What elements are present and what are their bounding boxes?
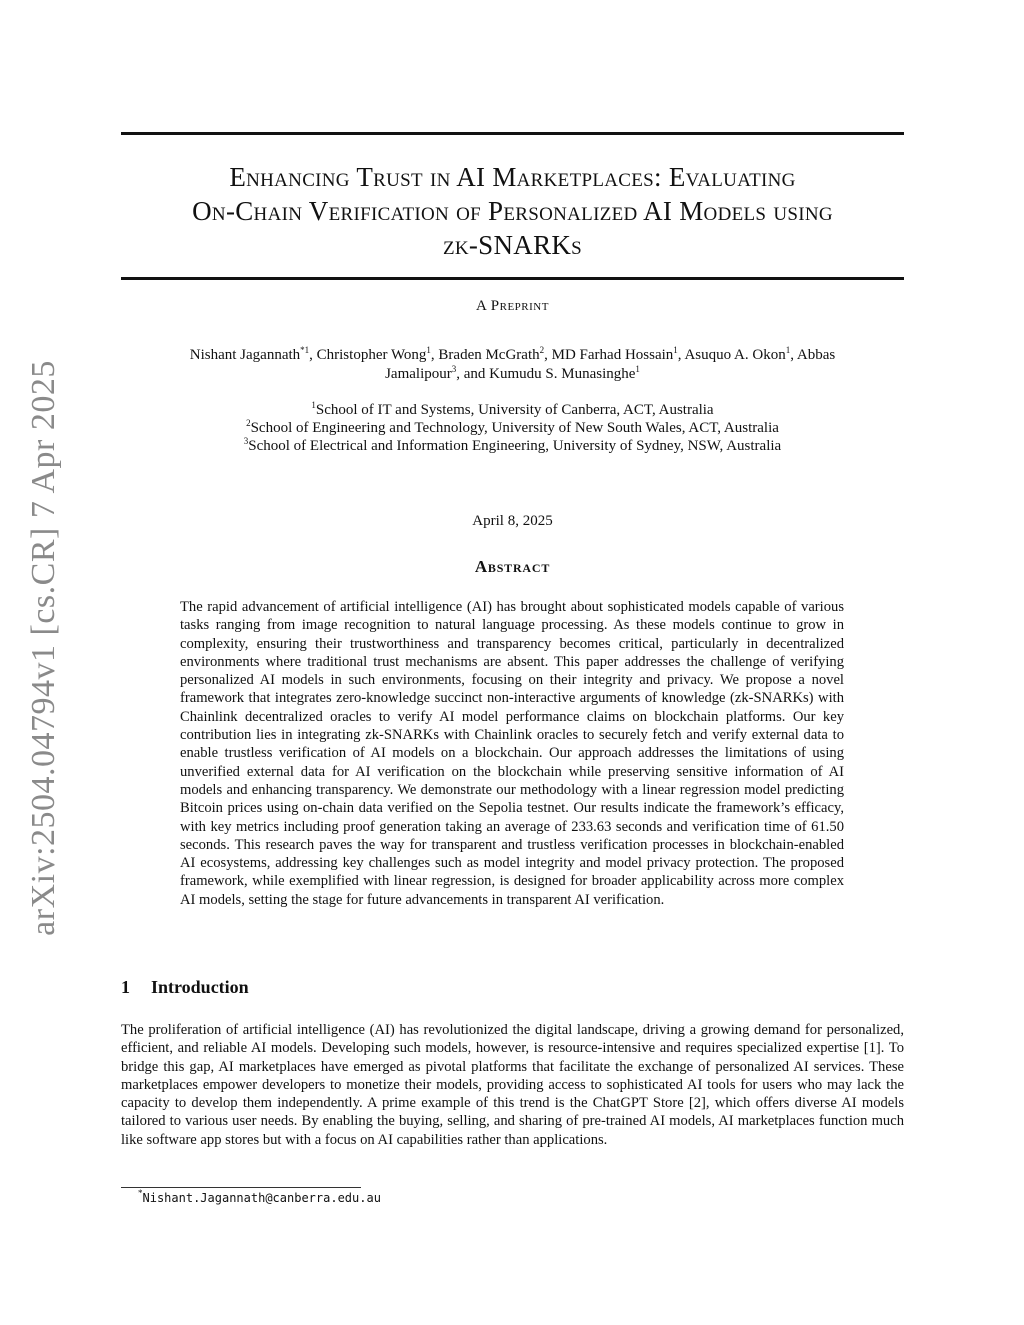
footnote [138,1188,381,1205]
abstract-heading: Abstract [474,557,551,576]
author-separator: , [677,347,685,363]
publication-date: April 8, 2025 [472,513,553,529]
footnote-rule [121,1187,361,1188]
author-line-1 [121,346,904,365]
author-name: Asuquo A. Okon [684,347,786,363]
author-affiliation-mark: 1 [785,345,791,355]
author-name: Kumudu S. Munasinghe [489,366,636,382]
author-affiliation-mark: 2 [539,345,545,355]
affiliation-text: School of Engineering and Technology, University of New South Wales, ACT, Australia [250,420,779,436]
introduction-paragraph: The proliferation of artificial intelligence (AI) has revolutionized the digital landscape, driving a growing demand for personalized, efficient, and reliable AI models. Developing such models, however, is resource-intensive and requires specialized expertise [1]. To bridge this gap, AI marketplaces have emerged as pivotal platforms that facilitate the exchange of personalized AI services. These marketplaces empower developers to monetize their models, providing access to sophisticated AI tools for users who may lack the capacity to develop them independently. A prime example of this trend is the ChatGPT Store [2], which offers diverse AI models tailored to various user needs. By enabling the buying, selling, and sharing of pre-trained AI models, AI marketplaces function much like software app stores but with a focus on AI capabilities rather than applications. [121,1022,904,1148]
section-title: Introduction [151,977,249,997]
author-separator: , Abbas [790,347,836,363]
preprint-label: A Preprint [476,298,549,314]
author-name: Nishant Jagannath [189,347,301,363]
title-line-3: zk-SNARKs [442,230,583,260]
title-top-rule [121,132,904,135]
author-separator: , and [456,366,490,382]
author-separator: , [430,347,439,363]
affiliation-list [121,401,904,455]
section-number: 1 [121,977,130,997]
author-affiliation-mark: 1 [426,345,431,355]
author-name: Christopher Wong [316,347,427,363]
affiliation-number: 1 [311,400,316,410]
author-line-2 [121,365,904,384]
author-affiliation-mark: 3 [451,364,457,374]
affiliation-text: School of IT and Systems, University of Canberra, ACT, Australia [315,402,714,418]
author-name: MD Farhad Hossain [551,347,674,363]
arxiv-identifier-stamp: arXiv:2504.04794v1 [cs.CR] 7 Apr 2025 [25,360,62,936]
affiliation-item [121,419,904,437]
author-name: Jamalipour [385,366,452,382]
author-name: Braden McGrath [438,347,540,363]
footnote-mark: * [138,1188,143,1198]
author-affiliation-mark: *1 [300,345,310,355]
footnote-email: Nishant.Jagannath@canberra.edu.au [142,1191,381,1205]
paper-title [121,160,904,262]
author-separator: , [544,347,552,363]
affiliation-number: 3 [243,436,249,446]
title-line-1: Enhancing Trust in AI Marketplaces: Evaluating [229,162,796,192]
author-list [121,346,904,384]
author-affiliation-mark: 1 [673,345,678,355]
affiliation-item [121,437,904,455]
affiliation-number: 2 [246,418,251,428]
title-bottom-rule [121,277,904,280]
affiliation-item [121,401,904,419]
abstract-text: The rapid advancement of artificial intelligence (AI) has brought about sophisticated models capable of various tasks ranging from image recognition to natural language processing. As these models continue to grow in complexity, ensuring their trustworthiness and transparency becomes critical, particularly in decentralized environments where traditional trust mechanisms are absent. This paper addresses the challenge of verifying personalized AI models in such environments, focusing on their integrity and privacy. We propose a novel framework that integrates zero-knowledge succinct non-interactive arguments of knowledge (zk-SNARKs) with Chainlink decentralized oracles to verify AI model performance claims on blockchain platforms. Our key contribution lies in integrating zk-SNARKs with Chainlink oracles to securely fetch and verify external data to enable trustless verification of AI models on a blockchain. Our approach addresses the limitations of using unverified external data for AI verification on the blockchain while preserving sensitive information of AI models and enhancing transparency. We demonstrate our methodology with a linear regression model predicting Bitcoin prices using on-chain data verified on the Sepolia testnet. Our results indicate the framework’s efficacy, with key metrics including proof generation taking an average of 233.63 seconds and verification time of 61.50 seconds. This research paves the way for transparent and trustless verification processes in blockchain-enabled AI ecosystems, addressing key challenges such as model integrity and model privacy protection. The proposed framework, while exemplified with linear regression, is designed for broader applicability across more complex AI models, setting the stage for future advancements in transparent AI verification. [180,599,844,908]
author-separator: , [309,347,317,363]
author-affiliation-mark: 1 [635,364,640,374]
section-heading-introduction [121,977,249,998]
title-line-2: On-Chain Verification of Personalized AI Models using [192,196,833,226]
affiliation-text: School of Electrical and Information Engineering, University of Sydney, NSW, Australia [248,438,782,454]
